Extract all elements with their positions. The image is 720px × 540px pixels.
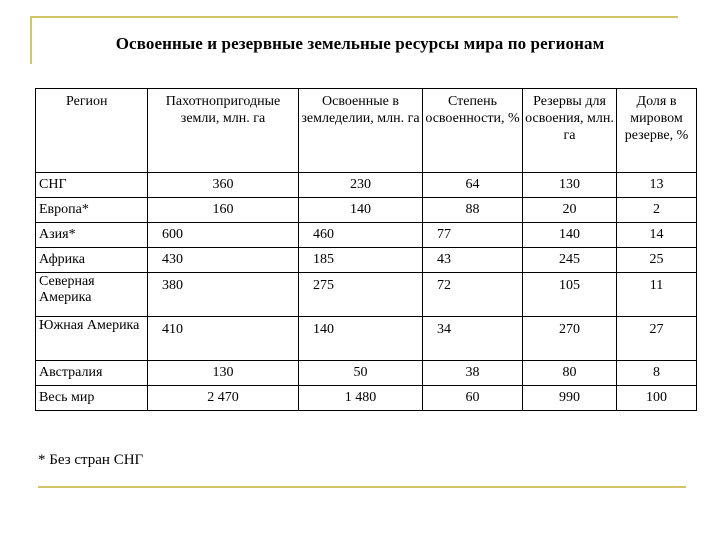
value-cell: 185 bbox=[299, 248, 423, 273]
value-cell: 430 bbox=[148, 248, 299, 273]
table-row bbox=[36, 198, 697, 223]
value-cell: 27 bbox=[617, 317, 697, 361]
region-cell: Азия* bbox=[36, 223, 148, 248]
value-cell: 38 bbox=[423, 361, 523, 386]
value-cell: 1 480 bbox=[299, 386, 423, 411]
value-cell: 380 bbox=[148, 273, 299, 317]
value-cell: 80 bbox=[523, 361, 617, 386]
header-region: Регион bbox=[36, 89, 148, 173]
header-arable: Пахотнопригодные земли, млн. га bbox=[148, 89, 299, 173]
value-cell: 2 bbox=[617, 198, 697, 223]
table-row bbox=[36, 361, 697, 386]
value-cell: 275 bbox=[299, 273, 423, 317]
value-cell: 460 bbox=[299, 223, 423, 248]
value-cell: 20 bbox=[523, 198, 617, 223]
region-cell: Европа* bbox=[36, 198, 148, 223]
table-row bbox=[36, 248, 697, 273]
region-cell: Австралия bbox=[36, 361, 148, 386]
value-cell: 410 bbox=[148, 317, 299, 361]
header-share: Доля в мировом резерве, % bbox=[617, 89, 697, 173]
value-cell: 130 bbox=[148, 361, 299, 386]
value-cell: 8 bbox=[617, 361, 697, 386]
value-cell: 11 bbox=[617, 273, 697, 317]
value-cell: 50 bbox=[299, 361, 423, 386]
table-row bbox=[36, 317, 697, 361]
value-cell: 34 bbox=[423, 317, 523, 361]
region-cell: Африка bbox=[36, 248, 148, 273]
header-degree: Степень освоенности, % bbox=[423, 89, 523, 173]
bottom-rule bbox=[38, 486, 686, 488]
value-cell: 2 470 bbox=[148, 386, 299, 411]
value-cell: 140 bbox=[523, 223, 617, 248]
land-resources-table bbox=[35, 88, 697, 411]
region-cell: Южная Америка bbox=[36, 317, 148, 361]
value-cell: 990 bbox=[523, 386, 617, 411]
value-cell: 140 bbox=[299, 317, 423, 361]
value-cell: 77 bbox=[423, 223, 523, 248]
table-row bbox=[36, 386, 697, 411]
value-cell: 230 bbox=[299, 173, 423, 198]
value-cell: 72 bbox=[423, 273, 523, 317]
value-cell: 360 bbox=[148, 173, 299, 198]
value-cell: 88 bbox=[423, 198, 523, 223]
page-title: Освоенные и резервные земельные ресурсы мира по регионам bbox=[115, 34, 605, 53]
value-cell: 60 bbox=[423, 386, 523, 411]
value-cell: 160 bbox=[148, 198, 299, 223]
table-row bbox=[36, 173, 697, 198]
value-cell: 245 bbox=[523, 248, 617, 273]
value-cell: 600 bbox=[148, 223, 299, 248]
region-cell: СНГ bbox=[36, 173, 148, 198]
header-row bbox=[36, 89, 697, 173]
value-cell: 43 bbox=[423, 248, 523, 273]
region-cell: Весь мир bbox=[36, 386, 148, 411]
table-row bbox=[36, 223, 697, 248]
value-cell: 140 bbox=[299, 198, 423, 223]
top-rule bbox=[30, 16, 678, 18]
value-cell: 130 bbox=[523, 173, 617, 198]
value-cell: 100 bbox=[617, 386, 697, 411]
value-cell: 13 bbox=[617, 173, 697, 198]
header-reserves: Резервы для освоения, млн. га bbox=[523, 89, 617, 173]
table-row bbox=[36, 273, 697, 317]
header-cultivated: Освоенные в земледелии, млн. га bbox=[299, 89, 423, 173]
footnote: * Без стран СНГ bbox=[38, 452, 144, 468]
value-cell: 14 bbox=[617, 223, 697, 248]
region-cell: Северная Америка bbox=[36, 273, 148, 317]
value-cell: 105 bbox=[523, 273, 617, 317]
value-cell: 64 bbox=[423, 173, 523, 198]
value-cell: 25 bbox=[617, 248, 697, 273]
value-cell: 270 bbox=[523, 317, 617, 361]
